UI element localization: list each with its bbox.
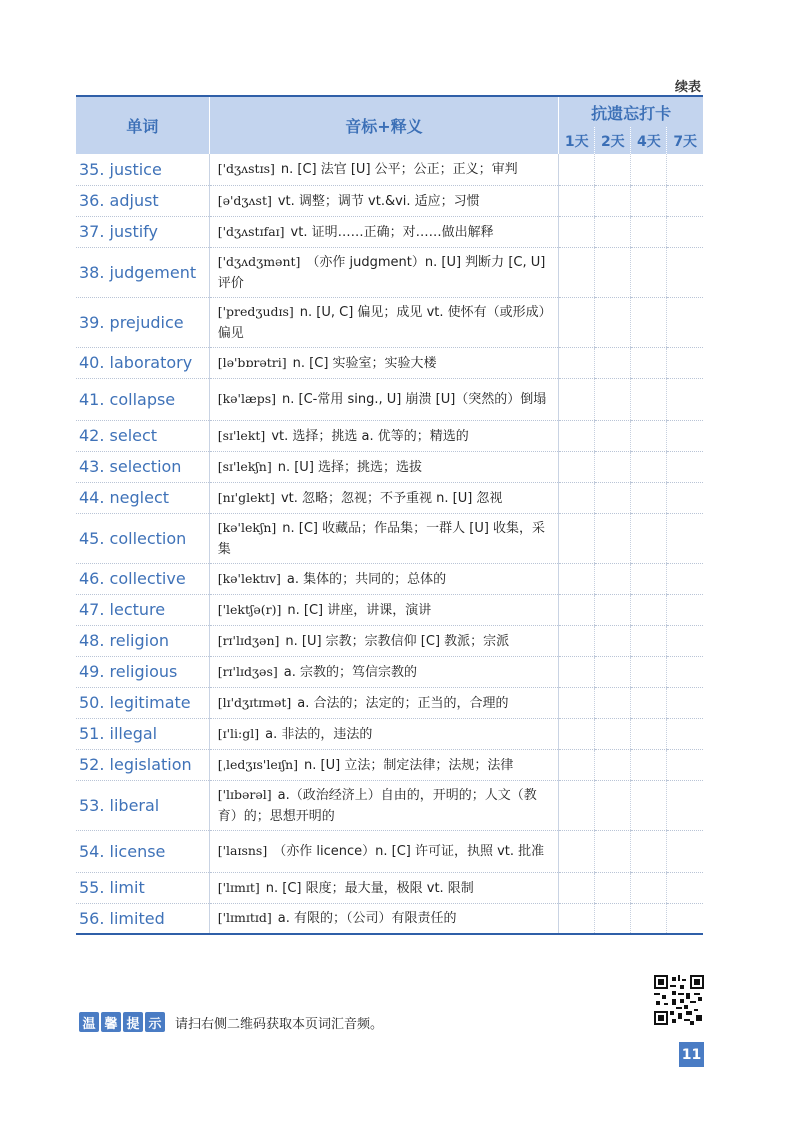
checkin-box[interactable] [595, 872, 631, 903]
checkin-box[interactable] [559, 482, 595, 513]
checkin-box[interactable] [631, 154, 667, 185]
checkin-box[interactable] [631, 563, 667, 594]
checkin-box[interactable] [631, 482, 667, 513]
word-cell: 53. liberal [76, 780, 209, 830]
checkin-box[interactable] [559, 656, 595, 687]
word-cell: 51. illegal [76, 718, 209, 749]
word-cell: 43. selection [76, 451, 209, 482]
word-cell: 35. justice [76, 154, 209, 185]
definition-cell [209, 625, 559, 656]
definition-cell [209, 297, 559, 347]
checkin-box[interactable] [667, 378, 703, 420]
checkin-box[interactable] [595, 625, 631, 656]
definition-text: （亦作 licence）n. [C] 许可证，执照 vt. 批准 [273, 844, 545, 859]
checkin-box[interactable] [595, 216, 631, 247]
checkin-box[interactable] [595, 718, 631, 749]
checkin-box[interactable] [667, 513, 703, 563]
tip-bar [79, 1012, 383, 1032]
word-cell: 54. license [76, 830, 209, 872]
checkin-box[interactable] [559, 594, 595, 625]
definition-text: n. [C] 收藏品；作品集；一群人 [U] 收集，采集 [217, 520, 546, 557]
phonetic: [kə'lektɪv] [217, 570, 281, 586]
phonetic: ['dʒʌstɪs] [217, 161, 275, 177]
checkin-box[interactable] [631, 216, 667, 247]
checkin-box[interactable] [559, 247, 595, 297]
checkin-box[interactable] [667, 656, 703, 687]
checkin-box[interactable] [559, 420, 595, 451]
checkin-box[interactable] [595, 513, 631, 563]
checkin-box[interactable] [631, 247, 667, 297]
table-row [76, 563, 703, 594]
definition-cell [209, 482, 559, 513]
checkin-box[interactable] [631, 749, 667, 780]
checkin-box[interactable] [667, 154, 703, 185]
word-cell: 56. limited [76, 903, 209, 934]
phonetic: [kə'lekʃn] [217, 519, 277, 535]
definition-text: vt. 证明……正确；对……做出解释 [290, 224, 494, 240]
checkin-box[interactable] [595, 247, 631, 297]
phonetic: ['lektʃə(r)] [217, 601, 282, 617]
header-word: 单词 [76, 96, 209, 154]
definition-cell [209, 247, 559, 297]
phonetic: [ˌledʒɪs'leɪʃn] [217, 756, 299, 772]
checkin-box[interactable] [667, 451, 703, 482]
checkin-box[interactable] [667, 482, 703, 513]
definition-cell [209, 420, 559, 451]
table-row [76, 347, 703, 378]
table-row [76, 185, 703, 216]
checkin-box[interactable] [667, 687, 703, 718]
checkin-box[interactable] [595, 594, 631, 625]
checkin-box[interactable] [559, 378, 595, 420]
definition-text: a. 合法的；法定的；正当的，合理的 [297, 695, 509, 711]
checkin-box[interactable] [631, 830, 667, 872]
table-row [76, 378, 703, 420]
definition-cell [209, 347, 559, 378]
definition-cell [209, 780, 559, 830]
checkin-box[interactable] [559, 185, 595, 216]
table-row [76, 594, 703, 625]
definition-cell [209, 216, 559, 247]
definition-text: n. [U] 宗教；宗教信仰 [C] 教派；宗派 [285, 633, 510, 649]
word-cell: 41. collapse [76, 378, 209, 420]
checkin-box[interactable] [667, 872, 703, 903]
checkin-box[interactable] [595, 297, 631, 347]
checkin-box[interactable] [667, 594, 703, 625]
checkin-box[interactable] [559, 154, 595, 185]
definition-cell [209, 513, 559, 563]
definition-cell [209, 378, 559, 420]
checkin-box[interactable] [559, 347, 595, 378]
checkin-box[interactable] [667, 347, 703, 378]
table-row [76, 451, 703, 482]
checkin-box[interactable] [631, 656, 667, 687]
word-cell: 40. laboratory [76, 347, 209, 378]
checkin-box[interactable] [595, 687, 631, 718]
definition-cell [209, 563, 559, 594]
definition-text: n. [C] 讲座，讲课，演讲 [287, 602, 432, 618]
table-row [76, 830, 703, 872]
header-day-2: 2天 [595, 127, 631, 154]
definition-text: n. [C] 实验室；实验大楼 [292, 355, 437, 371]
checkin-box[interactable] [631, 378, 667, 420]
checkin-box[interactable] [595, 185, 631, 216]
tip-badge: 示 [145, 1012, 165, 1032]
table-row [76, 780, 703, 830]
phonetic: [sɪ'lekʃn] [217, 458, 272, 474]
table-row [76, 625, 703, 656]
checkin-box[interactable] [595, 749, 631, 780]
definition-cell [209, 594, 559, 625]
checkin-box[interactable] [631, 513, 667, 563]
definition-cell [209, 185, 559, 216]
checkin-box[interactable] [559, 830, 595, 872]
definition-text: （亦作 judgment）n. [U] 判断力 [C, U] 评价 [217, 254, 546, 291]
phonetic: [kə'læps] [217, 391, 277, 406]
definition-text: n. [U] 立法；制定法律；法规；法律 [304, 757, 514, 773]
table-row [76, 718, 703, 749]
checkin-box[interactable] [559, 451, 595, 482]
checkin-box[interactable] [631, 451, 667, 482]
phonetic: [lɪ'dʒɪtɪmət] [217, 694, 292, 710]
definition-cell [209, 687, 559, 718]
checkin-box[interactable] [559, 718, 595, 749]
checkin-box[interactable] [667, 216, 703, 247]
table-row [76, 482, 703, 513]
definition-text: vt. 忽略；忽视；不予重视 n. [U] 忽视 [280, 490, 503, 506]
checkin-box[interactable] [559, 749, 595, 780]
definition-text: a.（政治经济上）自由的，开明的；人文（教育）的；思想开明的 [217, 787, 537, 824]
definition-text: vt. 调整；调节 vt.&vi. 适应；习惯 [277, 193, 480, 209]
phonetic: ['dʒʌdʒmənt] [217, 253, 301, 269]
word-cell: 44. neglect [76, 482, 209, 513]
header-definition: 音标+释义 [209, 96, 559, 154]
checkin-box[interactable] [631, 347, 667, 378]
checkin-box[interactable] [667, 780, 703, 830]
checkin-box[interactable] [631, 687, 667, 718]
checkin-box[interactable] [595, 378, 631, 420]
checkin-box[interactable] [559, 297, 595, 347]
phonetic: [ɪ'li:gl] [217, 725, 260, 741]
definition-text: n. [C-常用 sing., U] 崩溃 [U]（突然的）倒塌 [282, 392, 547, 407]
phonetic: ['lɪmɪt] [217, 879, 260, 895]
checkin-box[interactable] [631, 625, 667, 656]
phonetic: ['lɪmɪtɪd] [217, 910, 272, 926]
checkin-box[interactable] [559, 872, 595, 903]
definition-cell [209, 451, 559, 482]
table-row [76, 749, 703, 780]
phonetic: ['laɪsns] [217, 843, 268, 858]
definition-cell [209, 872, 559, 903]
table-row [76, 513, 703, 563]
checkin-box[interactable] [595, 482, 631, 513]
definition-text: vt. 选择；挑选 a. 优等的；精选的 [271, 428, 469, 444]
header-day-4: 4天 [631, 127, 667, 154]
checkin-box[interactable] [595, 347, 631, 378]
word-cell: 55. limit [76, 872, 209, 903]
checkin-box[interactable] [631, 780, 667, 830]
definition-text: n. [C] 法官 [U] 公平；公正；正义；审判 [280, 162, 518, 178]
definition-cell [209, 749, 559, 780]
checkin-box[interactable] [667, 185, 703, 216]
table-row [76, 903, 703, 934]
checkin-box[interactable] [595, 780, 631, 830]
table-row [76, 297, 703, 347]
checkin-box[interactable] [559, 625, 595, 656]
table-row [76, 247, 703, 297]
definition-cell [209, 830, 559, 872]
checkin-box[interactable] [667, 903, 703, 934]
tip-text: 请扫右侧二维码获取本页词汇音频。 [175, 1016, 384, 1032]
checkin-box[interactable] [595, 563, 631, 594]
definition-text: n. [C] 限度；最大量，极限 vt. 限制 [265, 880, 474, 896]
table-row [76, 216, 703, 247]
checkin-box[interactable] [631, 872, 667, 903]
word-cell: 50. legitimate [76, 687, 209, 718]
word-cell: 45. collection [76, 513, 209, 563]
checkin-box[interactable] [631, 185, 667, 216]
word-cell: 38. judgement [76, 247, 209, 297]
checkin-box[interactable] [595, 656, 631, 687]
checkin-box[interactable] [667, 718, 703, 749]
phonetic: ['predʒudɪs] [217, 303, 294, 319]
phonetic: [rɪ'lɪdʒəs] [217, 663, 278, 679]
table-row [76, 154, 703, 185]
definition-text: a. 宗教的；笃信宗教的 [283, 664, 417, 680]
tip-badge: 温 [79, 1012, 99, 1032]
word-cell: 48. religion [76, 625, 209, 656]
tip-badges [79, 1012, 167, 1032]
checkin-box[interactable] [631, 420, 667, 451]
checkin-box[interactable] [667, 625, 703, 656]
phonetic: ['lɪbərəl] [217, 786, 272, 802]
header-checkin: 抗遗忘打卡 [559, 96, 703, 127]
phonetic: [ə'dʒʌst] [217, 192, 272, 208]
word-cell: 42. select [76, 420, 209, 451]
tip-badge: 馨 [101, 1012, 121, 1032]
phonetic: [sɪ'lekt] [217, 427, 266, 443]
continued-label: 续表 [674, 80, 701, 95]
checkin-box[interactable] [595, 903, 631, 934]
definition-text: a. 集体的；共同的；总体的 [286, 571, 447, 587]
definition-text: a. 非法的，违法的 [265, 726, 373, 742]
phonetic: ['dʒʌstɪfaɪ] [217, 223, 285, 239]
word-cell: 52. legislation [76, 749, 209, 780]
checkin-box[interactable] [667, 749, 703, 780]
definition-cell [209, 718, 559, 749]
header-day-1: 1天 [559, 127, 595, 154]
checkin-box[interactable] [559, 780, 595, 830]
table-row [76, 687, 703, 718]
word-cell: 47. lecture [76, 594, 209, 625]
phonetic: [lə'bɒrətri] [217, 354, 287, 370]
checkin-box[interactable] [631, 297, 667, 347]
checkin-box[interactable] [667, 830, 703, 872]
word-cell: 39. prejudice [76, 297, 209, 347]
checkin-box[interactable] [667, 297, 703, 347]
word-cell: 37. justify [76, 216, 209, 247]
checkin-box[interactable] [595, 154, 631, 185]
phonetic: [nɪ'glekt] [217, 489, 275, 505]
checkin-box[interactable] [667, 247, 703, 297]
tip-badge: 提 [123, 1012, 143, 1032]
vocabulary-table [76, 95, 703, 935]
checkin-box[interactable] [595, 420, 631, 451]
definition-text: n. [U] 选择；挑选；选拔 [277, 459, 423, 475]
checkin-box[interactable] [595, 830, 631, 872]
checkin-box[interactable] [559, 903, 595, 934]
definition-cell [209, 656, 559, 687]
checkin-box[interactable] [631, 718, 667, 749]
checkin-box[interactable] [631, 903, 667, 934]
table-row [76, 872, 703, 903]
checkin-box[interactable] [631, 594, 667, 625]
vocabulary-rows [76, 154, 703, 934]
checkin-box[interactable] [559, 563, 595, 594]
definition-text: a. 有限的；（公司）有限责任的 [277, 911, 457, 927]
definition-cell [209, 903, 559, 934]
checkin-box[interactable] [559, 513, 595, 563]
table-row [76, 420, 703, 451]
checkin-box[interactable] [595, 451, 631, 482]
phonetic: [rɪ'lɪdʒən] [217, 632, 280, 648]
page-number: 11 [679, 1042, 704, 1067]
table-row [76, 656, 703, 687]
qr-code-icon[interactable] [654, 975, 704, 1025]
word-cell: 36. adjust [76, 185, 209, 216]
checkin-box[interactable] [559, 687, 595, 718]
checkin-box[interactable] [559, 216, 595, 247]
word-cell: 49. religious [76, 656, 209, 687]
word-cell: 46. collective [76, 563, 209, 594]
header-day-7: 7天 [667, 127, 703, 154]
definition-cell [209, 154, 559, 185]
checkin-box[interactable] [667, 420, 703, 451]
definition-text: n. [U, C] 偏见；成见 vt. 使怀有（或形成）偏见 [217, 304, 552, 341]
checkin-box[interactable] [667, 563, 703, 594]
